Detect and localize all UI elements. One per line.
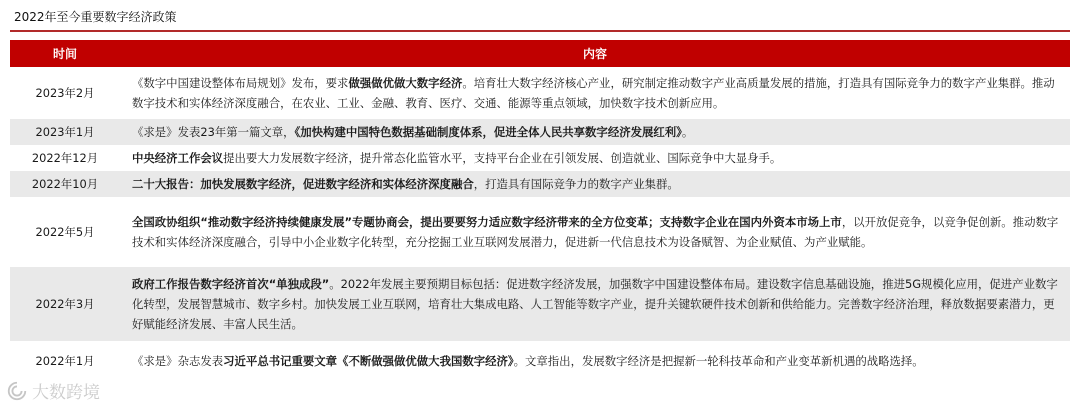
row-time: 2023年2月 — [10, 67, 120, 119]
header-content: 内容 — [120, 40, 1070, 67]
content-text: 提出要大力发展数字经济，提升常态化监管水平，支持平台企业在引领发展、创造就业、国际竞争中大显身手。 — [223, 151, 782, 165]
row-content — [120, 171, 1070, 197]
row-content — [120, 145, 1070, 171]
content-emphasis: 政府工作报告数字经济首次“单独成段” — [132, 277, 330, 291]
row-content — [120, 197, 1070, 267]
table-row — [10, 197, 1070, 267]
content-text: 《求是》发表23年第一篇文章， — [132, 125, 295, 139]
content-emphasis: 《加快构建中国特色数据基础制度体系，促进全体人民共享数字经济发展红利》 — [294, 125, 682, 139]
content-text: 。培育壮大数字经济核心产业，研究制定推动数字产业高质量发展的措施，打造具有国际竞争力的数字产业集群。推动数字技术和实体经济深度融合，在农业、工业、金融、教育、医疗、交通、能源等重点领域，加快数字技术创新应用。 — [132, 76, 1055, 110]
row-time: 2022年12月 — [10, 145, 120, 171]
content-emphasis: 做强做优做大数字经济 — [348, 76, 463, 90]
watermark-text: 大数跨境 — [32, 383, 100, 403]
content-text: ，以开放促竞争，以竞争促创新。推动数字技术和实体经济深度融合，引导中小企业数字化转型，充分挖掘工业互联网发展潜力，促进新一代信息技术为设备赋智、为企业赋值、为产业赋能。 — [132, 215, 1059, 249]
content-text: 《求是》杂志发表 — [132, 354, 224, 368]
policy-table — [10, 40, 1070, 381]
content-text: 《数字中国建设整体布局规划》发布，要求 — [132, 76, 349, 90]
content-text: ，打造具有国际竞争力的数字产业集群。 — [473, 177, 679, 191]
table-row — [10, 267, 1070, 341]
row-time: 2022年10月 — [10, 171, 120, 197]
table-row — [10, 171, 1070, 197]
page-title: 2022年至今重要数字经济政策 — [14, 10, 177, 24]
table-row — [10, 341, 1070, 381]
content-text: 。 — [681, 125, 694, 139]
watermark — [6, 378, 100, 403]
row-content — [120, 341, 1070, 381]
title-divider — [10, 30, 1070, 32]
row-time: 2022年5月 — [10, 197, 120, 267]
row-content — [120, 119, 1070, 145]
content-text: 。文章指出，发展数字经济是把握新一轮科技革命和产业变革新机遇的战略选择。 — [513, 354, 924, 368]
row-time: 2022年3月 — [10, 267, 120, 341]
table-row — [10, 119, 1070, 145]
row-time: 2023年1月 — [10, 119, 120, 145]
row-content — [120, 267, 1070, 341]
content-emphasis: 中央经济工作会议 — [132, 151, 224, 165]
table-header-row — [10, 40, 1070, 67]
header-time: 时间 — [10, 40, 120, 67]
table-row — [10, 67, 1070, 119]
table-body — [10, 67, 1070, 381]
content-emphasis: 习近平总书记重要文章《不断做强做优做大我国数字经济》 — [223, 354, 514, 368]
swirl-logo-icon — [6, 380, 28, 402]
row-time: 2022年1月 — [10, 341, 120, 381]
content-emphasis: 二十大报告：加快发展数字经济，促进数字经济和实体经济深度融合 — [132, 177, 474, 191]
content-emphasis: 全国政协组织“推动数字经济持续健康发展”专题协商会，提出要要努力适应数字经济带来的全方位变革；支持数字企业在国内外资本市场上市 — [132, 215, 842, 229]
content-text: 。2022年发展主要预期目标包括：促进数字经济发展，加强数字中国建设整体布局。建设数字信息基础设施，推进5G规模化应用，促进产业数字化转型，发展智慧城市、数字乡村。加快发展工业互联网，培育壮大集成电路、人工智能等数字产业，提升关键软硬件技术创新和供给能力。完善数字经济治理，释放数据要素潜力，更好赋能经济发展、丰富人民生活。 — [132, 277, 1058, 331]
table-row — [10, 145, 1070, 171]
row-content — [120, 67, 1070, 119]
